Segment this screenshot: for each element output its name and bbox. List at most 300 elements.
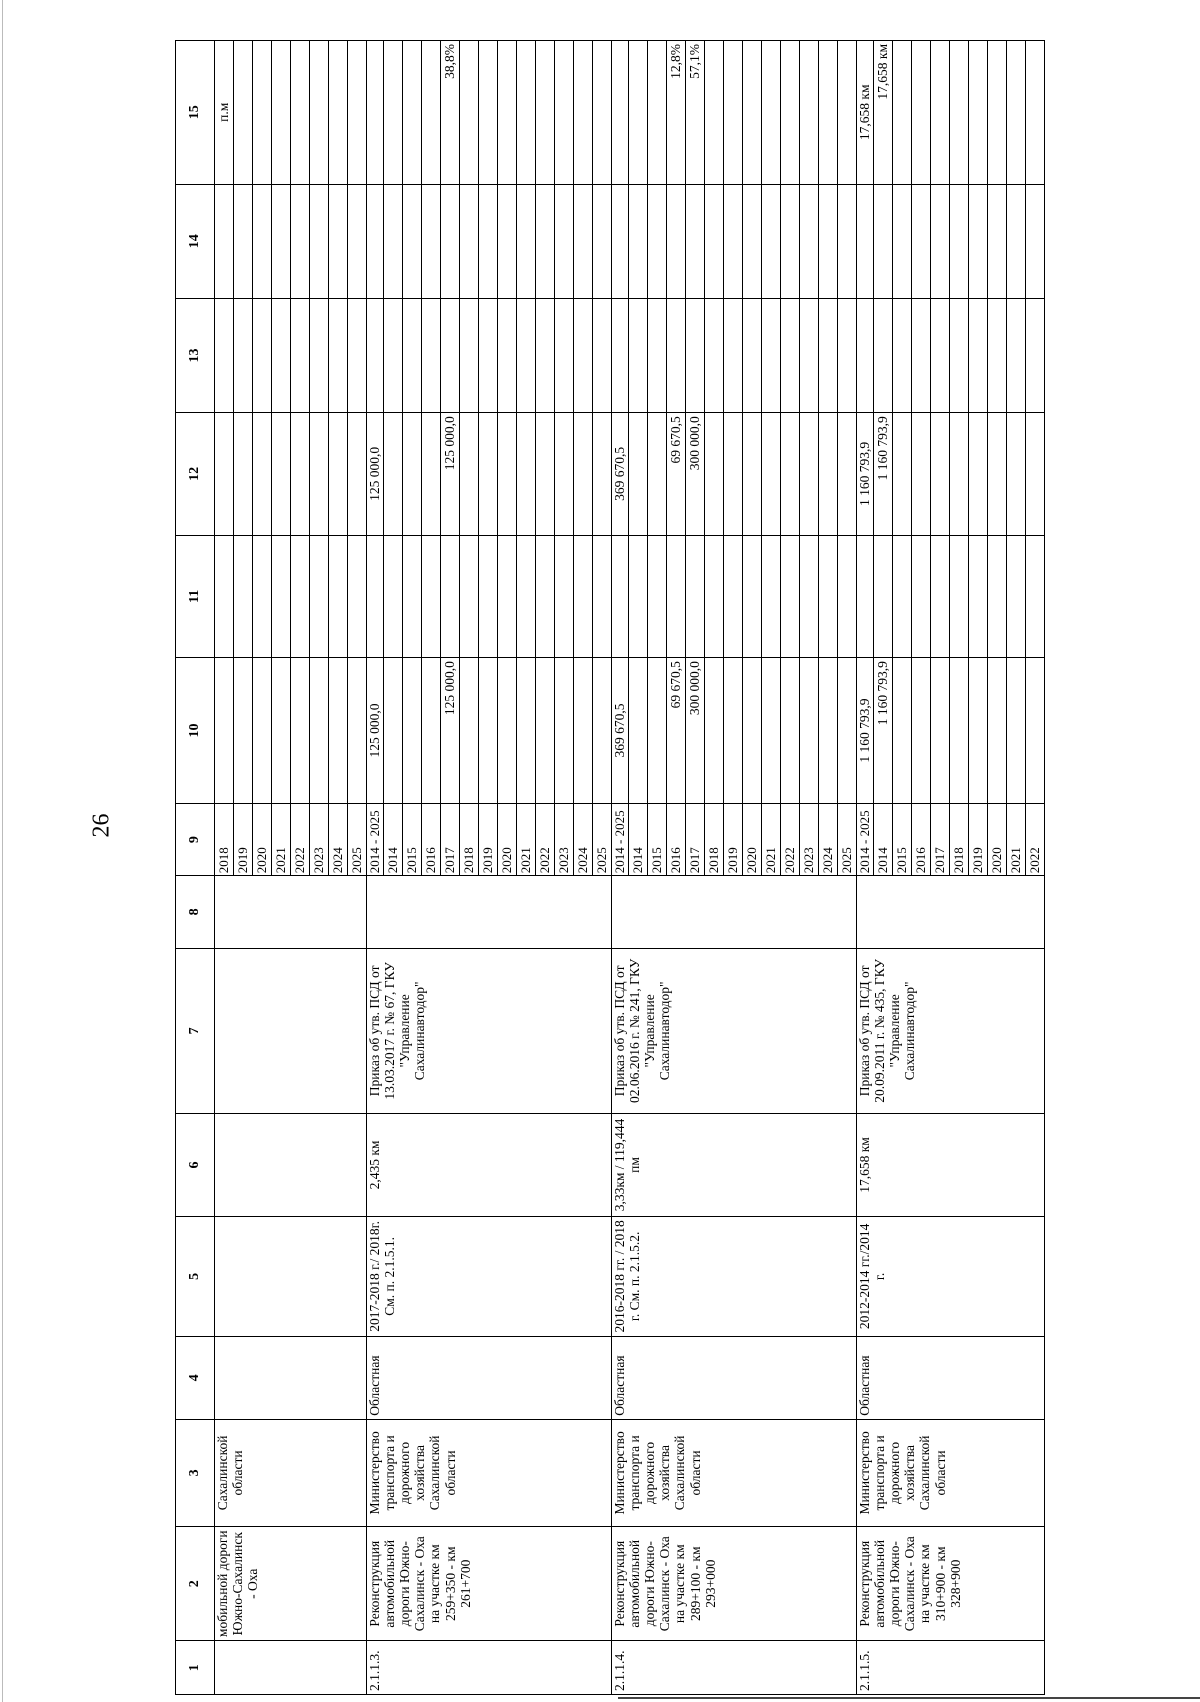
- value-cell-col10: [215, 658, 234, 804]
- value-cell-col14: [874, 184, 893, 298]
- value-cell-col13: [874, 298, 893, 412]
- value-cell-col10: [988, 658, 1007, 804]
- value-cell-col11: [348, 535, 367, 657]
- value-cell-col12: [912, 413, 931, 535]
- total-col11: [612, 535, 629, 657]
- approval-document: Приказ об утв. ПСД от 20.09.2011 г. № 435, ГКУ "Управление Сахалинавтодор": [857, 948, 1045, 1114]
- value-cell-col12: [800, 413, 819, 535]
- table-row: [367, 41, 384, 1695]
- value-cell-col15: 38,8%: [441, 41, 460, 185]
- value-cell-col10: 300 000,0: [686, 658, 705, 804]
- value-cell-col12: [479, 413, 498, 535]
- value-cell-col13: [536, 298, 555, 412]
- total-col14: [612, 184, 629, 298]
- value-cell-col15: 57,1%: [686, 41, 705, 185]
- value-cell-col11: [215, 535, 234, 657]
- value-cell-col10: [705, 658, 724, 804]
- value-cell-col10: [291, 658, 310, 804]
- cont-col6-cell: [215, 1114, 367, 1217]
- year-cell: 2014: [874, 803, 893, 875]
- value-cell-col12: [253, 413, 272, 535]
- value-cell-col11: [517, 535, 536, 657]
- period-cell: 2014 - 2025: [367, 803, 384, 875]
- value-cell-col13: [460, 298, 479, 412]
- total-col12: 369 670,5: [612, 413, 629, 535]
- value-cell-col12: [517, 413, 536, 535]
- year-cell: 2024: [574, 803, 593, 875]
- budget-level: Областная: [367, 1336, 612, 1419]
- value-cell-col10: [893, 658, 912, 804]
- value-cell-col10: [348, 658, 367, 804]
- value-cell-col13: [234, 298, 253, 412]
- value-cell-col13: [498, 298, 517, 412]
- value-cell-col12: [705, 413, 724, 535]
- table-header: [176, 41, 215, 1695]
- year-cell: 2020: [988, 803, 1007, 875]
- value-cell-col13: [310, 298, 329, 412]
- value-cell-col14: [931, 184, 950, 298]
- year-cell: 2024: [819, 803, 838, 875]
- object-name: Реконструкция автомобильной дороги Южно-Сахалинск - Оха на участке км 310+900 - км 328+900: [857, 1527, 1045, 1641]
- value-cell-col10: [498, 658, 517, 804]
- value-cell-col14: [743, 184, 762, 298]
- value-cell-col13: [422, 298, 441, 412]
- year-cell: 2022: [291, 803, 310, 875]
- value-cell-col12: [460, 413, 479, 535]
- total-col15: [612, 41, 629, 185]
- value-cell-col12: [648, 413, 667, 535]
- value-cell-col11: [762, 535, 781, 657]
- value-cell-col15: [384, 41, 403, 185]
- value-cell-col13: [912, 298, 931, 412]
- value-cell-col12: [781, 413, 800, 535]
- value-cell-col11: [460, 535, 479, 657]
- year-cell: 2024: [329, 803, 348, 875]
- value-cell-col14: [479, 184, 498, 298]
- approval-document: Приказ об утв. ПСД от 02.06.2016 г. № 241, ГКУ "Управление Сахалинавтодор": [612, 948, 857, 1114]
- value-cell-col11: [686, 535, 705, 657]
- column-header-7: 7: [176, 948, 215, 1114]
- value-cell-col11: [950, 535, 969, 657]
- customer-name: Министерство транспорта и дорожного хозяйства Сахалинской области: [857, 1419, 1045, 1526]
- value-cell-col13: [1007, 298, 1026, 412]
- page-number: 26: [88, 813, 115, 838]
- total-col13: [857, 298, 874, 412]
- value-cell-col10: [1026, 658, 1045, 804]
- year-cell: 2018: [215, 803, 234, 875]
- value-cell-col10: [574, 658, 593, 804]
- value-cell-col14: [648, 184, 667, 298]
- budget-level: Областная: [857, 1336, 1045, 1419]
- value-cell-col14: [819, 184, 838, 298]
- total-col14: [857, 184, 874, 298]
- value-cell-col14: [348, 184, 367, 298]
- value-cell-col14: [762, 184, 781, 298]
- year-cell: 2017: [441, 803, 460, 875]
- item-number: 2.1.1.3.: [367, 1641, 612, 1695]
- year-cell: 2014: [384, 803, 403, 875]
- cont-num-cell: [215, 1641, 367, 1695]
- value-cell-col13: [800, 298, 819, 412]
- value-cell-col10: [800, 658, 819, 804]
- value-cell-col15: [253, 41, 272, 185]
- year-cell: 2021: [272, 803, 291, 875]
- table-row: [612, 41, 629, 1695]
- value-cell-col14: [838, 184, 857, 298]
- value-cell-col10: [555, 658, 574, 804]
- column-header-5: 5: [176, 1216, 215, 1336]
- value-cell-col15: [743, 41, 762, 185]
- value-cell-col10: 69 670,5: [667, 658, 686, 804]
- value-cell-col10: [536, 658, 555, 804]
- value-cell-col11: [329, 535, 348, 657]
- year-cell: 2014: [629, 803, 648, 875]
- value-cell-col13: [762, 298, 781, 412]
- value-cell-col10: [422, 658, 441, 804]
- value-cell-col10: [969, 658, 988, 804]
- value-cell-col13: [403, 298, 422, 412]
- value-cell-col15: п.м: [215, 41, 234, 185]
- column-header-12: 12: [176, 413, 215, 535]
- total-col10: 125 000,0: [367, 658, 384, 804]
- value-cell-col15: [893, 41, 912, 185]
- year-cell: 2018: [950, 803, 969, 875]
- value-cell-col12: [498, 413, 517, 535]
- value-cell-col11: [384, 535, 403, 657]
- value-cell-col12: [950, 413, 969, 535]
- value-cell-col15: [291, 41, 310, 185]
- year-cell: 2019: [234, 803, 253, 875]
- value-cell-col15: [648, 41, 667, 185]
- value-cell-col10: [517, 658, 536, 804]
- value-cell-col11: [743, 535, 762, 657]
- value-cell-col14: [950, 184, 969, 298]
- object-name: Реконструкция автомобильной дороги Южно-Сахалинск - Оха на участке км 259+350 - км 261+700: [367, 1527, 612, 1641]
- year-cell: 2015: [893, 803, 912, 875]
- value-cell-col11: [291, 535, 310, 657]
- value-cell-col14: [969, 184, 988, 298]
- value-cell-col14: [329, 184, 348, 298]
- value-cell-col15: [234, 41, 253, 185]
- value-cell-col11: [272, 535, 291, 657]
- value-cell-col12: [743, 413, 762, 535]
- value-cell-col11: [479, 535, 498, 657]
- column-header-13: 13: [176, 298, 215, 412]
- value-cell-col15: [819, 41, 838, 185]
- value-cell-col12: [291, 413, 310, 535]
- value-cell-col14: [574, 184, 593, 298]
- value-cell-col12: [969, 413, 988, 535]
- col8-cell: [367, 876, 612, 948]
- value-cell-col13: [253, 298, 272, 412]
- value-cell-col13: [479, 298, 498, 412]
- customer-name: Министерство транспорта и дорожного хозяйства Сахалинской области: [612, 1419, 857, 1526]
- value-cell-col10: [234, 658, 253, 804]
- value-cell-col11: [705, 535, 724, 657]
- value-cell-col11: [931, 535, 950, 657]
- value-cell-col11: [893, 535, 912, 657]
- year-cell: 2018: [705, 803, 724, 875]
- program-table: [175, 40, 1045, 1695]
- total-col12: 125 000,0: [367, 413, 384, 535]
- value-cell-col10: [912, 658, 931, 804]
- value-cell-col15: [460, 41, 479, 185]
- year-cell: 2022: [781, 803, 800, 875]
- construction-term: 2016-2018 гг. / 2018 г. См. п. 2.1.5.2.: [612, 1216, 857, 1336]
- value-cell-col14: [1007, 184, 1026, 298]
- value-cell-col12: [422, 413, 441, 535]
- value-cell-col14: [272, 184, 291, 298]
- value-cell-col11: [536, 535, 555, 657]
- value-cell-col13: [555, 298, 574, 412]
- total-col11: [367, 535, 384, 657]
- cont-customer-cell: Сахалинской области: [215, 1419, 367, 1526]
- value-cell-col11: [988, 535, 1007, 657]
- year-cell: 2025: [348, 803, 367, 875]
- item-number: 2.1.1.5.: [857, 1641, 1045, 1695]
- value-cell-col14: [384, 184, 403, 298]
- value-cell-col14: [310, 184, 329, 298]
- value-cell-col15: [950, 41, 969, 185]
- value-cell-col15: [498, 41, 517, 185]
- value-cell-col11: [1007, 535, 1026, 657]
- value-cell-col10: [403, 658, 422, 804]
- value-cell-col13: [705, 298, 724, 412]
- value-cell-col11: [648, 535, 667, 657]
- value-cell-col13: [893, 298, 912, 412]
- value-cell-col12: [819, 413, 838, 535]
- value-cell-col15: [838, 41, 857, 185]
- total-col13: [367, 298, 384, 412]
- value-cell-col10: [479, 658, 498, 804]
- value-cell-col11: [403, 535, 422, 657]
- value-cell-col11: [800, 535, 819, 657]
- cont-col7-cell: [215, 948, 367, 1114]
- value-cell-col13: [593, 298, 612, 412]
- value-cell-col13: [441, 298, 460, 412]
- year-cell: 2022: [1026, 803, 1045, 875]
- value-cell-col13: [667, 298, 686, 412]
- value-cell-col14: [234, 184, 253, 298]
- construction-term: 2017-2018 г./ 2018г. См. п. 2.1.5.1.: [367, 1216, 612, 1336]
- value-cell-col15: [479, 41, 498, 185]
- year-cell: 2020: [498, 803, 517, 875]
- value-cell-col15: [310, 41, 329, 185]
- value-cell-col14: [215, 184, 234, 298]
- value-cell-col12: [403, 413, 422, 535]
- value-cell-col11: [874, 535, 893, 657]
- value-cell-col11: [629, 535, 648, 657]
- total-col15: 17,658 км: [857, 41, 874, 185]
- value-cell-col15: [762, 41, 781, 185]
- value-cell-col13: [969, 298, 988, 412]
- total-col10: 369 670,5: [612, 658, 629, 804]
- value-cell-col14: [536, 184, 555, 298]
- value-cell-col15: [517, 41, 536, 185]
- value-cell-col10: [838, 658, 857, 804]
- value-cell-col14: [422, 184, 441, 298]
- value-cell-col14: [800, 184, 819, 298]
- construction-term: 2012-2014 гг./2014 г.: [857, 1216, 1045, 1336]
- value-cell-col14: [291, 184, 310, 298]
- value-cell-col10: [629, 658, 648, 804]
- value-cell-col10: [724, 658, 743, 804]
- object-capacity: 3,33км / 119,444 пм: [612, 1114, 857, 1217]
- col8-cell: [857, 876, 1045, 948]
- value-cell-col15: 12,8%: [667, 41, 686, 185]
- year-cell: 2019: [724, 803, 743, 875]
- value-cell-col12: [629, 413, 648, 535]
- year-cell: 2020: [253, 803, 272, 875]
- value-cell-col11: [555, 535, 574, 657]
- value-cell-col12: [348, 413, 367, 535]
- value-cell-col15: [536, 41, 555, 185]
- value-cell-col10: [1007, 658, 1026, 804]
- value-cell-col13: [629, 298, 648, 412]
- column-header-3: 3: [176, 1419, 215, 1526]
- value-cell-col10: [743, 658, 762, 804]
- table-body: [215, 41, 1045, 1695]
- value-cell-col15: [348, 41, 367, 185]
- value-cell-col14: [403, 184, 422, 298]
- value-cell-col15: [403, 41, 422, 185]
- budget-level: Областная: [612, 1336, 857, 1419]
- item-number: 2.1.1.4.: [612, 1641, 857, 1695]
- value-cell-col13: [743, 298, 762, 412]
- value-cell-col10: [310, 658, 329, 804]
- value-cell-col14: [724, 184, 743, 298]
- cont-col5-cell: [215, 1216, 367, 1336]
- year-cell: 2023: [800, 803, 819, 875]
- rotated-table-container: [175, 40, 1115, 1695]
- value-cell-col13: [384, 298, 403, 412]
- value-cell-col15: [705, 41, 724, 185]
- value-cell-col12: [574, 413, 593, 535]
- value-cell-col13: [838, 298, 857, 412]
- column-header-11: 11: [176, 535, 215, 657]
- value-cell-col15: [1026, 41, 1045, 185]
- value-cell-col15: [781, 41, 800, 185]
- year-cell: 2017: [931, 803, 950, 875]
- object-capacity: 17,658 км: [857, 1114, 1045, 1217]
- value-cell-col11: [253, 535, 272, 657]
- column-header-1: 1: [176, 1641, 215, 1695]
- value-cell-col12: [272, 413, 291, 535]
- value-cell-col15: 17,658 км: [874, 41, 893, 185]
- value-cell-col14: [686, 184, 705, 298]
- value-cell-col10: [253, 658, 272, 804]
- value-cell-col14: [893, 184, 912, 298]
- value-cell-col12: [762, 413, 781, 535]
- year-cell: 2020: [743, 803, 762, 875]
- column-header-6: 6: [176, 1114, 215, 1217]
- value-cell-col14: [441, 184, 460, 298]
- column-header-8: 8: [176, 876, 215, 948]
- value-cell-col13: [819, 298, 838, 412]
- value-cell-col14: [498, 184, 517, 298]
- year-cell: 2021: [517, 803, 536, 875]
- total-col15: [367, 41, 384, 185]
- column-header-4: 4: [176, 1336, 215, 1419]
- value-cell-col10: [384, 658, 403, 804]
- value-cell-col15: [724, 41, 743, 185]
- year-cell: 2016: [912, 803, 931, 875]
- year-cell: 2016: [422, 803, 441, 875]
- year-cell: 2023: [555, 803, 574, 875]
- value-cell-col15: [629, 41, 648, 185]
- value-cell-col15: [574, 41, 593, 185]
- value-cell-col10: [762, 658, 781, 804]
- column-header-14: 14: [176, 184, 215, 298]
- object-capacity: 2,435 км: [367, 1114, 612, 1217]
- value-cell-col13: [724, 298, 743, 412]
- year-cell: 2022: [536, 803, 555, 875]
- value-cell-col11: [969, 535, 988, 657]
- value-cell-col12: [988, 413, 1007, 535]
- value-cell-col13: [272, 298, 291, 412]
- year-cell: 2019: [479, 803, 498, 875]
- value-cell-col11: [234, 535, 253, 657]
- year-cell: 2016: [667, 803, 686, 875]
- column-header-2: 2: [176, 1527, 215, 1641]
- value-cell-col13: [291, 298, 310, 412]
- value-cell-col14: [629, 184, 648, 298]
- total-col14: [367, 184, 384, 298]
- value-cell-col12: [1007, 413, 1026, 535]
- column-header-10: 10: [176, 658, 215, 804]
- value-cell-col10: [781, 658, 800, 804]
- year-cell: 2015: [648, 803, 667, 875]
- value-cell-col10: [460, 658, 479, 804]
- value-cell-col11: [593, 535, 612, 657]
- value-cell-col11: [781, 535, 800, 657]
- value-cell-col12: [329, 413, 348, 535]
- value-cell-col14: [667, 184, 686, 298]
- value-cell-col14: [988, 184, 1007, 298]
- value-cell-col13: [329, 298, 348, 412]
- value-cell-col15: [422, 41, 441, 185]
- approval-document: Приказ об утв. ПСД от 13.03.2017 г. № 67, ГКУ "Управление Сахалинавтодор": [367, 948, 612, 1114]
- period-cell: 2014 - 2025: [612, 803, 629, 875]
- value-cell-col12: [724, 413, 743, 535]
- value-cell-col11: [724, 535, 743, 657]
- column-header-15: 15: [176, 41, 215, 185]
- value-cell-col12: [893, 413, 912, 535]
- year-cell: 2023: [310, 803, 329, 875]
- table-row: [857, 41, 874, 1695]
- value-cell-col15: [988, 41, 1007, 185]
- value-cell-col14: [555, 184, 574, 298]
- value-cell-col11: [498, 535, 517, 657]
- value-cell-col10: [931, 658, 950, 804]
- value-cell-col12: [1026, 413, 1045, 535]
- value-cell-col12: [555, 413, 574, 535]
- value-cell-col14: [781, 184, 800, 298]
- value-cell-col15: [1007, 41, 1026, 185]
- customer-name: Министерство транспорта и дорожного хозяйства Сахалинской области: [367, 1419, 612, 1526]
- value-cell-col15: [800, 41, 819, 185]
- year-cell: 2021: [762, 803, 781, 875]
- value-cell-col15: [555, 41, 574, 185]
- year-cell: 2019: [969, 803, 988, 875]
- value-cell-col12: [234, 413, 253, 535]
- value-cell-col12: [593, 413, 612, 535]
- value-cell-col11: [838, 535, 857, 657]
- value-cell-col15: [969, 41, 988, 185]
- value-cell-col12: [931, 413, 950, 535]
- value-cell-col12: 69 670,5: [667, 413, 686, 535]
- value-cell-col11: [574, 535, 593, 657]
